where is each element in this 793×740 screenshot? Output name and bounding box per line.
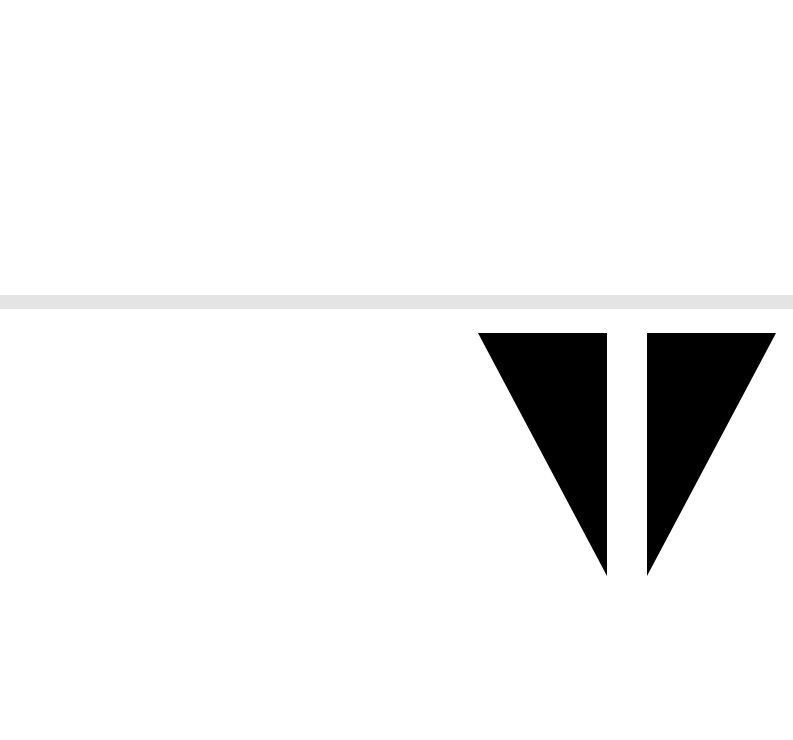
pattern-piece-right-mirrored <box>647 333 776 576</box>
top-section <box>0 0 793 295</box>
bottom-section <box>0 309 793 740</box>
pattern-piece-left <box>478 333 607 576</box>
pattern-diagram <box>0 309 793 740</box>
section-divider <box>0 295 793 309</box>
